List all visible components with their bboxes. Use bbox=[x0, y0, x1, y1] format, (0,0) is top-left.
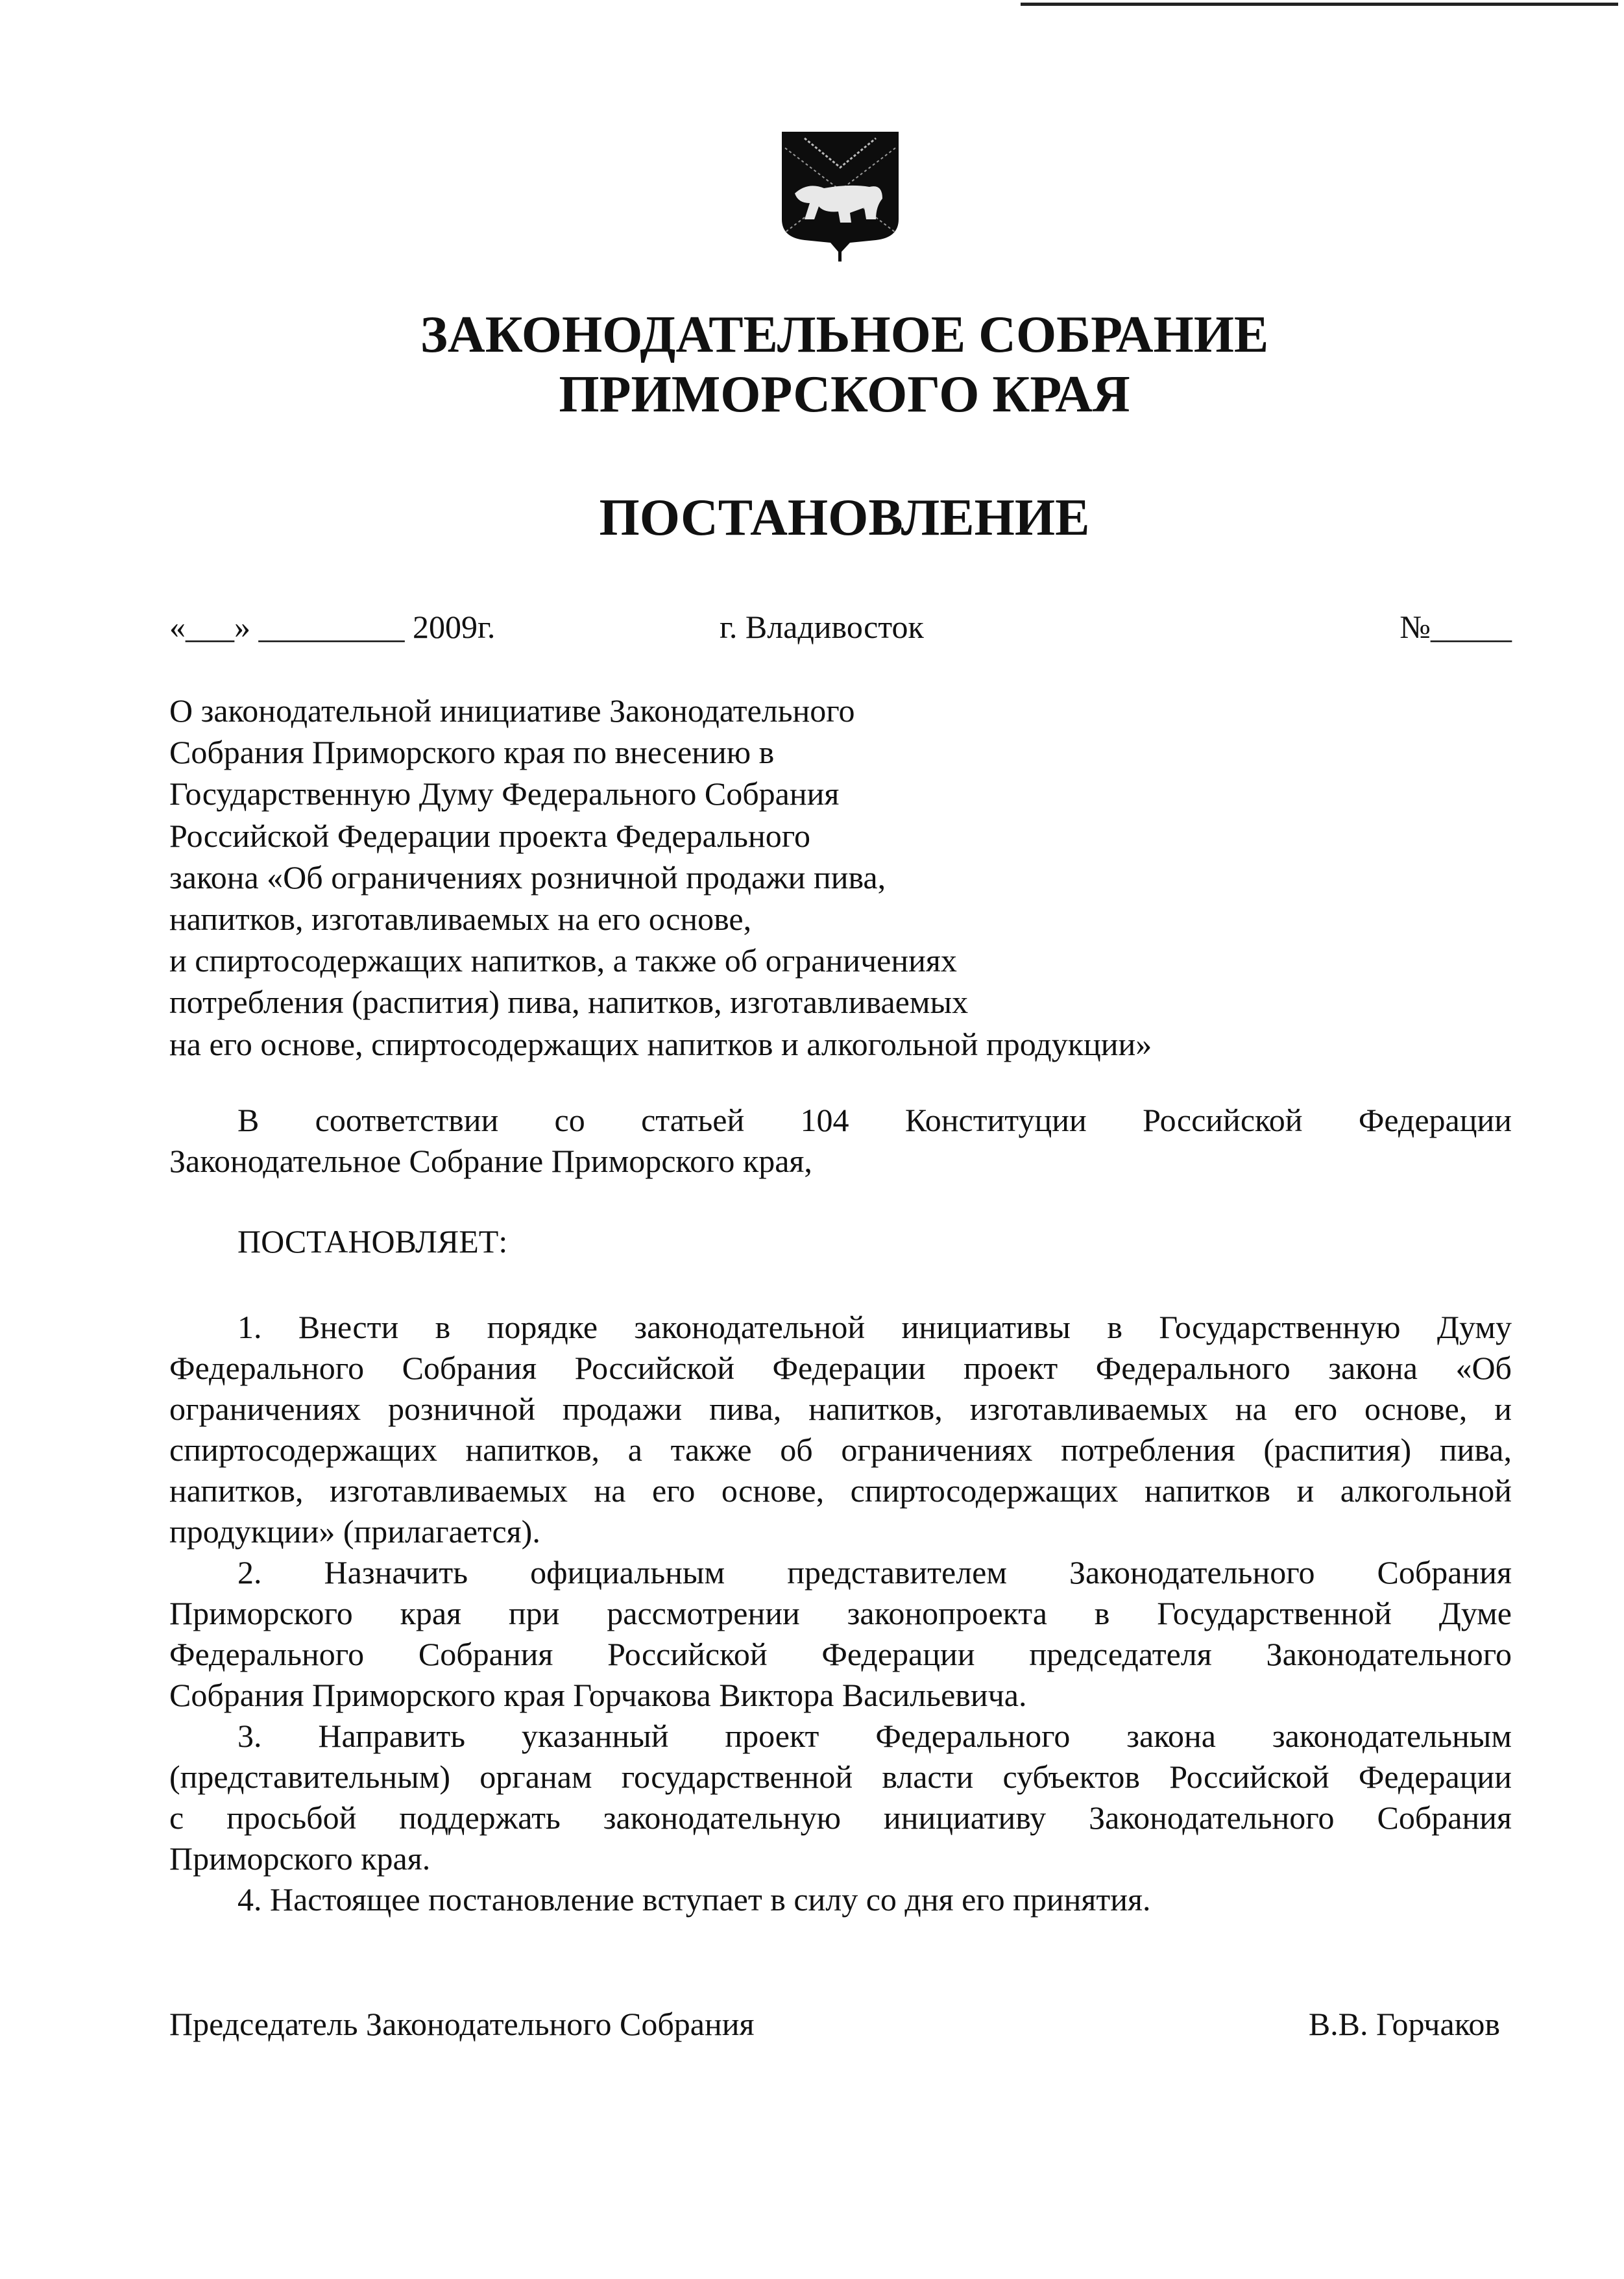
subject-line: и спиртосодержащих напитков, а также об ограничениях bbox=[169, 942, 957, 979]
item-line: Федерального Собрания Российской Федерации проект Федерального закона «Об bbox=[169, 1350, 1512, 1386]
item-line: ограничениях розничной продажи пива, напитков, изготавливаемых на его основе, и bbox=[169, 1391, 1512, 1427]
document-city: г. Владивосток bbox=[720, 609, 924, 645]
subject-line: закона «Об ограничениях розничной продажи пива, bbox=[169, 859, 886, 896]
item-line: (представительным) органам государственной власти субъектов Российской Федерации bbox=[169, 1759, 1512, 1795]
item-line: 2. Назначить официальным представителем Законодательного Собрания bbox=[237, 1554, 1512, 1590]
item-line: Собрания Приморского края Горчакова Виктора Васильевича. bbox=[169, 1677, 1027, 1713]
resolution-item bbox=[169, 1552, 1512, 1716]
resolution-item bbox=[169, 1307, 1512, 1552]
item-line: продукции» (прилагается). bbox=[169, 1513, 540, 1550]
preamble-line: Законодательное Собрание Приморского края, bbox=[169, 1143, 812, 1179]
resolves-heading bbox=[169, 1221, 1512, 1262]
document-subject bbox=[169, 690, 1152, 1065]
item-line: 4. Настоящее постановление вступает в силу со дня его принятия. bbox=[237, 1881, 1151, 1918]
resolves-text: ПОСТАНОВЛЯЕТ: bbox=[237, 1223, 508, 1260]
resolution-item bbox=[169, 1716, 1512, 1879]
coat-of-arms-emblem bbox=[779, 122, 902, 265]
item-line: Приморского края при рассмотрении законопроекта в Государственной Думе bbox=[169, 1595, 1512, 1631]
organization-line-1: ЗАКОНОДАТЕЛЬНОЕ СОБРАНИЕ bbox=[420, 306, 1269, 363]
document-number: №_____ bbox=[1400, 609, 1512, 645]
item-line: с просьбой поддержать законодательную инициативу Законодательного Собрания bbox=[169, 1799, 1512, 1836]
subject-line: О законодательной инициативе Законодательного bbox=[169, 692, 855, 729]
subject-line: Российской Федерации проекта Федерального bbox=[169, 817, 810, 854]
resolution-items bbox=[169, 1307, 1512, 1920]
organization-line-2: ПРИМОРСКОГО КРАЯ bbox=[559, 366, 1130, 423]
organization-name bbox=[32, 305, 1624, 424]
document-date: «___» _________ 2009г. bbox=[169, 609, 496, 645]
item-line: спиртосодержащих напитков, а также об ограничениях потребления (распития) пива, bbox=[169, 1432, 1512, 1468]
subject-line: Государственную Думу Федерального Собрания bbox=[169, 775, 840, 812]
item-line: Приморского края. bbox=[169, 1840, 431, 1877]
preamble bbox=[169, 1100, 1512, 1182]
subject-line: потребления (распития) пива, напитков, изготавливаемых bbox=[169, 984, 969, 1021]
subject-line: на его основе, спиртосодержащих напитков и алкогольной продукции» bbox=[169, 1025, 1152, 1062]
subject-line: Собрания Приморского края по внесению в bbox=[169, 734, 775, 771]
preamble-line: В соответствии со статьей 104 Конституции Российской Федерации bbox=[237, 1102, 1512, 1138]
signatory-position: Председатель Законодательного Собрания bbox=[169, 2006, 755, 2042]
signatory-name: В.В. Горчаков bbox=[1308, 2006, 1500, 2042]
document-type-title: ПОСТАНОВЛЕНИЕ bbox=[599, 489, 1090, 546]
item-line: напитков, изготавливаемых на его основе, спиртосодержащих напитков и алкогольной bbox=[169, 1472, 1512, 1509]
item-line: 3. Направить указанный проект Федерального закона законодательным bbox=[237, 1718, 1512, 1754]
scan-edge-line bbox=[1021, 3, 1618, 6]
item-line: 1. Внести в порядке законодательной инициативы в Государственную Думу bbox=[237, 1309, 1512, 1345]
item-line: Федерального Собрания Российской Федерации председателя Законодательного bbox=[169, 1636, 1512, 1672]
resolution-item bbox=[169, 1879, 1512, 1920]
subject-line: напитков, изготавливаемых на его основе, bbox=[169, 901, 752, 938]
